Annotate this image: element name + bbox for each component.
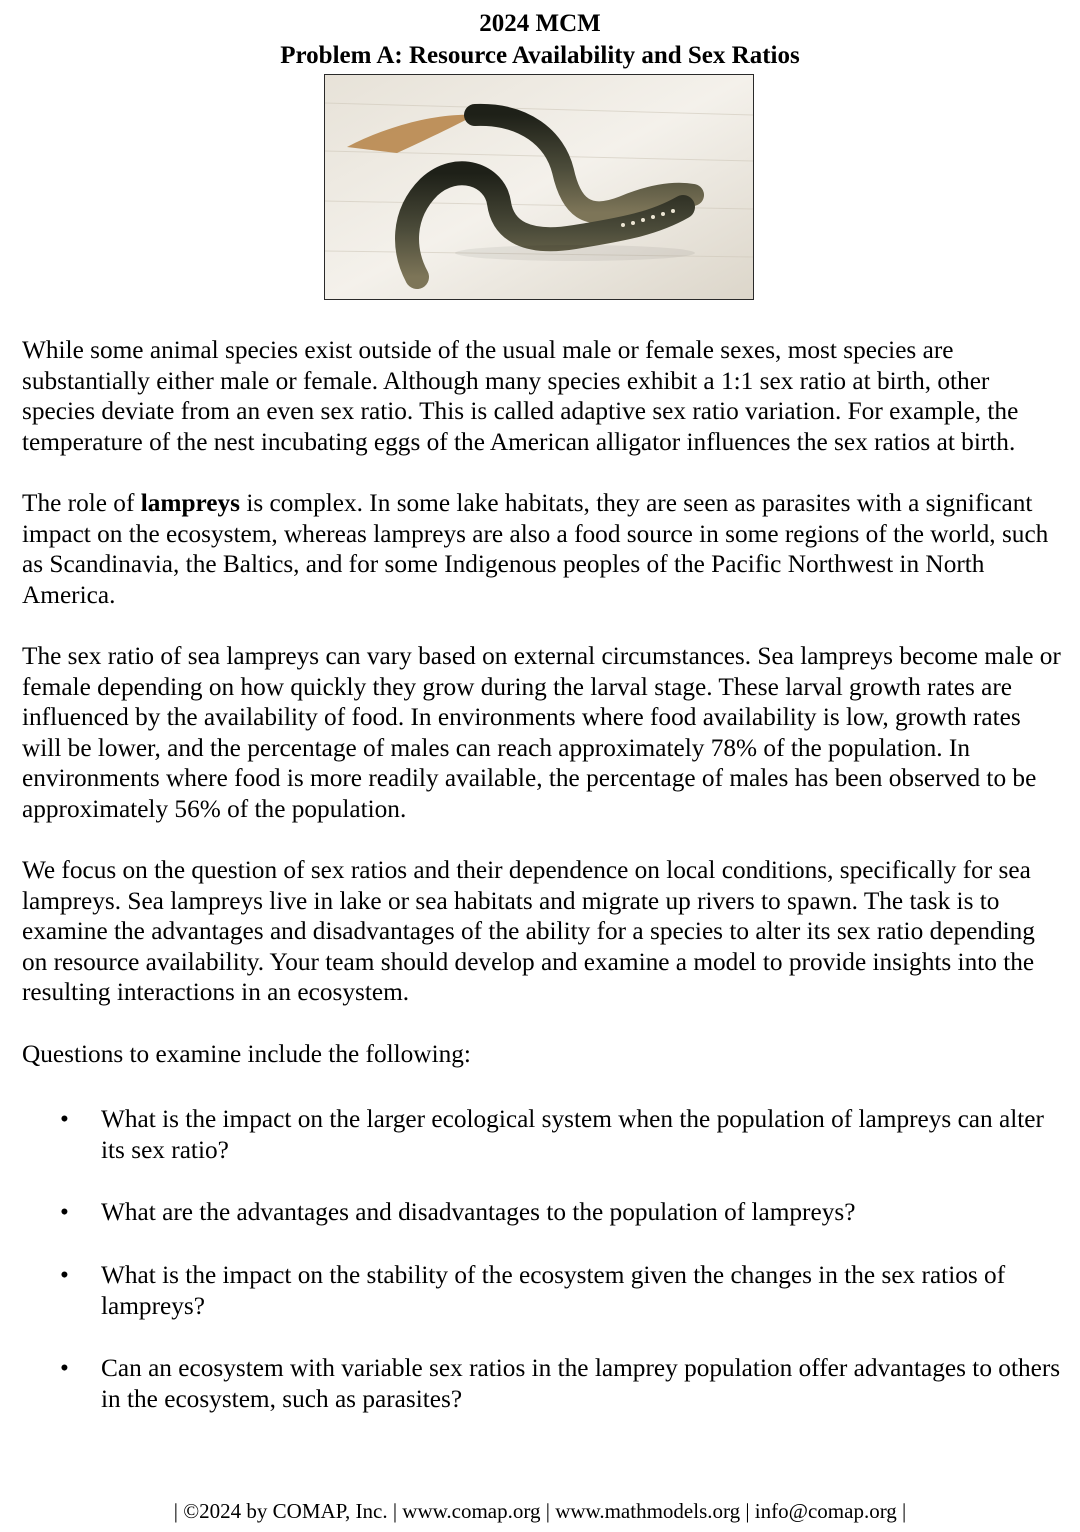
bullet-icon: •: [60, 1354, 69, 1383]
title-line-2: Problem A: Resource Availability and Sex Ratios: [280, 42, 800, 69]
problem-statement-body: [22, 335, 1062, 1446]
paragraph-lamprey-role-start: The role of: [22, 488, 141, 517]
page-footer: | ©2024 by COMAP, Inc. | www.comap.org | www.mathmodels.org | info@comap.org |: [173, 1499, 907, 1523]
bullet-icon: •: [60, 1261, 69, 1290]
document-header: [0, 8, 1080, 72]
question-text: What is the impact on the larger ecological system when the population of lampreys can alter its sex ratio?: [101, 1105, 1044, 1164]
paragraph-focus: We focus on the question of sex ratios and their dependence on local conditions, specifically for sea lampreys. Sea lampreys live in lake or sea habitats and migrate up rivers to spawn. The task is to examine the advantages and disadvantages of the ability for a species to alter its sex ratio depending on resource availability. Your team should develop and examine a model to provide insights into the resulting interactions in an ecosystem.: [22, 856, 1035, 1007]
paragraph-questions-intro: Questions to examine include the following:: [22, 1039, 471, 1068]
list-item: [22, 1260, 1062, 1321]
bullet-icon: •: [60, 1105, 69, 1134]
list-item: [22, 1104, 1062, 1165]
paragraph-lamprey-role-end: is complex. In some lake habitats, they are seen as parasites with a significant impact on the ecosystem, whereas lampreys are also a food source in some regions of the world, such as Scandinavia, the Baltics, and for some Indigenous peoples of the Pacific Northwest in North America.: [22, 488, 1049, 609]
list-item: [22, 1353, 1062, 1414]
question-text: What is the impact on the stability of the ecosystem given the changes in the sex ratios of lampreys?: [101, 1261, 1006, 1320]
bullet-icon: •: [60, 1198, 69, 1227]
paragraph-sex-ratio: The sex ratio of sea lampreys can vary based on external circumstances. Sea lampreys become male or female depending on how quickly they grow during the larval stage. These larval growth rates are influenced by the availability of food. In environments where food availability is low, growth rates will be lower, and the percentage of males can reach approximately 78% of the population. In environments where food is more readily available, the percentage of males has been observed to be approximately 56% of the population.: [22, 641, 1061, 823]
lamprey-photo: [324, 74, 754, 300]
lampreys-bold-term: lampreys: [140, 488, 241, 517]
question-text: Can an ecosystem with variable sex ratios in the lamprey population offer advantages to others in the ecosystem, such as parasites?: [101, 1354, 1061, 1413]
paragraph-lamprey-role: [22, 488, 1062, 610]
question-text: What are the advantages and disadvantages to the population of lampreys?: [101, 1198, 856, 1227]
paragraph-intro: While some animal species exist outside of the usual male or female sexes, most species are substantially either male or female. Although many species exhibit a 1:1 sex ratio at birth, other species deviate from an even sex ratio. This is called adaptive sex ratio variation. For example, the temperature of the nest incubating eggs of the American alligator influences the sex ratios at birth.: [22, 336, 1019, 456]
list-item: [22, 1197, 1062, 1228]
title-line-1: 2024 MCM: [479, 10, 601, 37]
questions-list: [22, 1104, 1062, 1414]
